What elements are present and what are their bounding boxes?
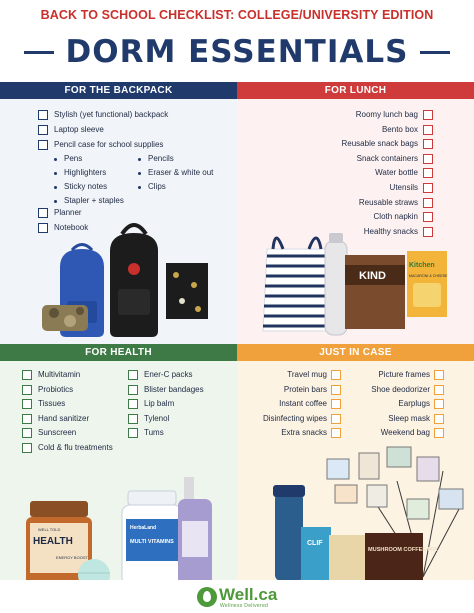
backpack-item-label: Stylish (yet functional) backpack [54,110,169,119]
bullet-icon [138,186,141,189]
health-checkbox[interactable] [128,370,138,380]
notebook-icon [166,263,208,319]
lunch-item-label: Utensils [389,183,418,192]
health-checkbox[interactable] [22,428,32,438]
health-checkbox[interactable] [22,370,32,380]
health-checkbox[interactable] [128,414,138,424]
mushroom-coffee-icon [365,533,423,580]
just-in-case-heading: JUST IN CASE [237,344,474,361]
lunch-checkbox[interactable] [423,212,433,222]
lunch-checkbox[interactable] [423,168,433,178]
herbaland-label: HerbaLand [130,525,157,531]
energy-boost-label: ENERGY BOOST [56,555,88,560]
health-item-label: Sunscreen [38,428,77,438]
lunch-checkbox[interactable] [423,139,433,149]
case-item-label: Protein bars [283,384,327,394]
bullet-icon [138,158,141,161]
case-item-label: Sleep mask [388,413,430,423]
supply-item-label: Sticky notes [64,182,108,191]
supply-item-label: Pencils [148,154,174,163]
vitamins-cap-icon [128,491,176,505]
bullet-icon [54,200,57,203]
lunch-item-label: Snack containers [356,153,418,163]
backpack-checkbox[interactable] [38,140,48,150]
bullet-icon [54,158,57,161]
lunch-item-label: Reusable snack bags [341,139,418,149]
backpack-checkbox[interactable] [38,208,48,218]
health-checkbox[interactable] [22,399,32,409]
backpack-products-illustration [0,99,237,344]
supply-item-label: Eraser & white out [148,168,214,177]
backpack-checkbox[interactable] [38,125,48,135]
well-told-label: WELL TOLD [38,527,61,532]
clif-label: CLIF [307,540,323,547]
health-item-label: Blister bandages [144,384,204,394]
lunch-checkbox[interactable] [423,198,433,208]
backpack-item-label: Notebook [54,223,89,232]
jar-lid-icon [30,501,88,517]
backpack-panel [0,82,237,344]
lunch-heading: FOR LUNCH [237,82,474,99]
snack-pack-icon [329,535,369,580]
mac-cheese-label: MACARONI & CHEESE [409,274,448,278]
striped-bag-icon [263,238,329,331]
health-heading: FOR HEALTH [0,344,237,361]
lunch-checkbox[interactable] [423,154,433,164]
well-ca-tagline: Wellness Delivered [220,603,269,609]
lunch-checkbox[interactable] [423,125,433,135]
case-item-label: Disinfecting wipes [262,413,327,423]
bullet-icon [54,186,57,189]
black-backpack-icon [110,233,158,337]
health-item-label: Tums [144,428,164,438]
health-checkbox[interactable] [128,428,138,438]
kind-label: KIND [359,270,386,282]
lunch-item-label: Bento box [381,124,418,134]
lunch-item-label: Reusable straws [358,197,418,207]
bullet-icon [138,172,141,175]
backpack-item-label: Pencil case for school supplies [54,140,164,149]
health-item-label: Tylenol [144,413,170,423]
case-item-label: Instant coffee [279,399,327,409]
health-item-label: Ener-C packs [144,370,193,379]
lunch-item-label: Cloth napkin [373,212,418,222]
case-checkbox[interactable] [434,399,444,409]
health-checkbox[interactable] [22,385,32,395]
health-label: HEALTH [33,536,73,547]
headline-row [0,34,474,70]
headline-rule-right [420,51,450,54]
backpack-item-label: Laptop sleeve [54,125,104,134]
water-bottle-icon [325,241,347,335]
supply-item-label: Highlighters [64,168,107,177]
clif-bar-icon [301,527,331,580]
bullet-icon [54,172,57,175]
case-checkbox[interactable] [434,428,444,438]
backpack-heading: FOR THE BACKPACK [0,82,237,99]
health-checkbox[interactable] [128,399,138,409]
travel-mug-icon [275,493,303,580]
backpack-checkbox[interactable] [38,223,48,233]
case-checkbox[interactable] [434,385,444,395]
health-checkbox[interactable] [128,385,138,395]
case-checkbox[interactable] [434,414,444,424]
well-ca-leaf-icon [197,587,217,607]
health-item-label: Hand sanitizer [38,413,90,423]
case-item-label: Extra snacks [281,428,327,438]
lunch-item-label: Water bottle [375,168,418,178]
health-panel [0,344,237,580]
supply-item-label: Pens [64,154,83,163]
health-checkbox[interactable] [22,443,32,453]
lunch-checkbox[interactable] [423,183,433,193]
health-item-label: Lip balm [144,399,175,409]
multivitamins-label: MULTI VITAMINS [130,539,174,545]
headline-rule-left [24,51,54,54]
checklist-subtitle: BACK TO SCHOOL CHECKLIST: COLLEGE/UNIVERSITY EDITION [40,8,434,22]
health-item-label: Multivitamin [38,370,81,379]
lunch-checkbox[interactable] [423,110,433,120]
health-item-label: Cold & flu treatments [38,443,113,452]
case-item-label: Picture frames [378,370,430,379]
backpack-checkbox[interactable] [38,110,48,120]
health-checkbox[interactable] [22,414,32,424]
page-title: DORM ESSENTIALS [65,34,409,70]
case-item-label: Earplugs [398,399,430,409]
case-checkbox[interactable] [434,370,444,380]
well-ca-logo: Well.ca [219,585,278,604]
case-item-label: Travel mug [287,370,327,379]
supply-item-label: Stapler + staples [64,196,124,205]
case-item-label: Weekend bag [380,428,430,438]
backpack-item-label: Planner [54,208,82,217]
health-item-label: Tissues [38,399,66,409]
health-item-label: Probiotics [38,384,74,394]
lunch-item-label: Healthy snacks [363,226,418,236]
supply-item-label: Clips [148,182,166,191]
lunch-checkbox[interactable] [423,227,433,237]
spray-nozzle-icon [184,477,194,499]
lunch-item-label: Roomy lunch bag [355,110,418,119]
case-item-label: Shoe deodorizer [371,384,430,394]
kitchen-label: Kitchen [409,262,435,269]
mushroom-coffee-label: MUSHROOM COFFEE MIX [368,547,438,553]
